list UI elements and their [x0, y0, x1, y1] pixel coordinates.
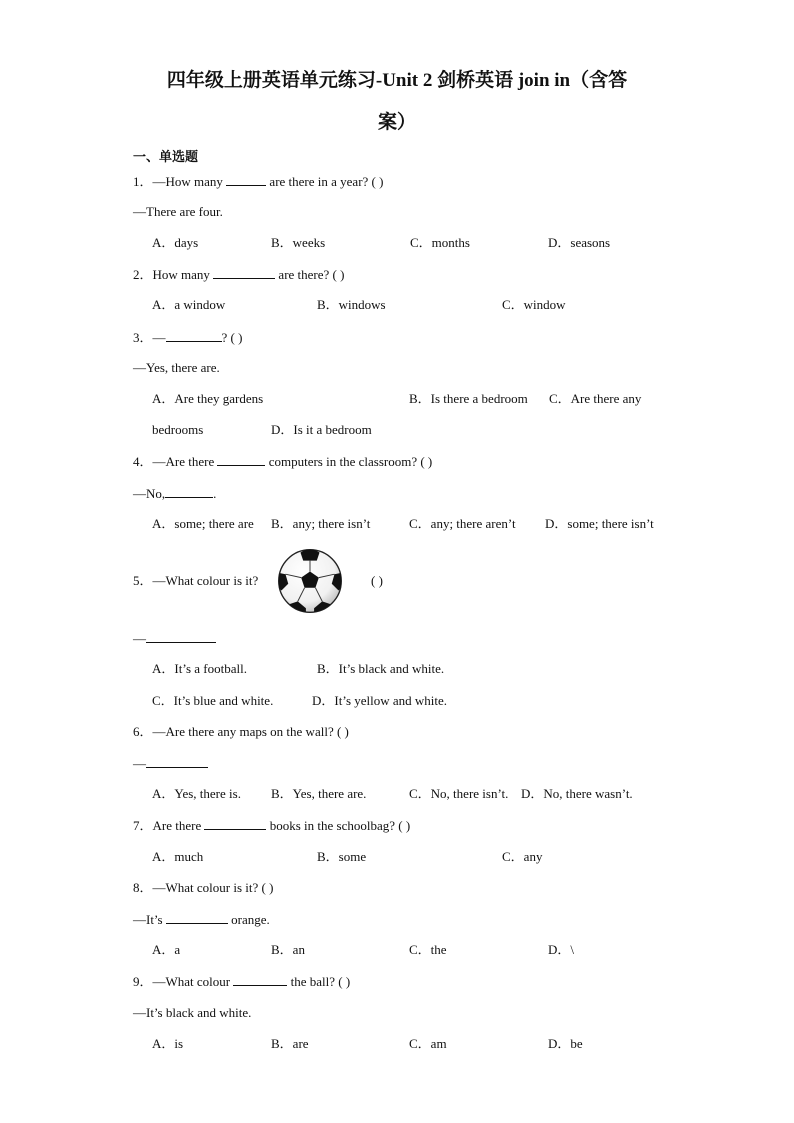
q5-option-a[interactable]: A．It’s a football.	[152, 661, 247, 676]
question-1-reply: —There are four.	[133, 204, 223, 219]
q1-option-b[interactable]: B．weeks	[271, 235, 326, 250]
question-4-reply: —No, .	[133, 486, 217, 501]
answer-blank	[146, 755, 208, 768]
question-8: 8．—What colour is it? ( )	[133, 880, 274, 895]
q1-option-d[interactable]: D．seasons	[548, 235, 611, 250]
answer-blank	[204, 817, 266, 830]
q3-option-b[interactable]: B．Is there a bedroom	[409, 391, 528, 406]
question-9: 9．—What colour the ball? ( )	[133, 974, 351, 989]
q4-option-a[interactable]: A．some; there are	[152, 516, 254, 531]
q5-option-c[interactable]: C．It’s blue and white.	[152, 693, 274, 708]
q1-option-c[interactable]: C．months	[410, 235, 470, 250]
question-5-paren: ( )	[371, 573, 383, 588]
question-6: 6．—Are there any maps on the wall? ( )	[133, 724, 349, 739]
question-5: 5．—What colour is it?	[133, 573, 259, 588]
question-4: 4．—Are there computers in the classroom? ( )	[133, 454, 433, 469]
section-heading: 一、单选题	[133, 149, 199, 164]
q6-option-c[interactable]: C．No, there isn’t.	[409, 786, 509, 801]
q7-option-c[interactable]: C．any	[502, 849, 543, 864]
q8-option-d[interactable]: D．\	[548, 942, 575, 957]
q7-option-a[interactable]: A．much	[152, 849, 204, 864]
question-8-reply: —It’s orange.	[133, 912, 270, 927]
question-7: 7．Are there books in the schoolbag? ( )	[133, 818, 411, 833]
page-title: 四年级上册英语单元练习-Unit 2 剑桥英语 join in（含答 案）	[166, 70, 628, 133]
question-9-reply: —It’s black and white.	[133, 1005, 252, 1020]
q9-option-a[interactable]: A．is	[152, 1036, 184, 1051]
q2-option-a[interactable]: A．a window	[152, 297, 226, 312]
q9-option-d[interactable]: D．be	[548, 1036, 583, 1051]
q4-option-d[interactable]: D．some; there isn’t	[545, 516, 654, 531]
q6-option-a[interactable]: A．Yes, there is.	[152, 786, 241, 801]
q8-option-a[interactable]: A．a	[152, 942, 181, 957]
q4-option-c[interactable]: C．any; there aren’t	[409, 516, 516, 531]
question-5-reply: —	[133, 630, 216, 647]
q3-option-d[interactable]: D．Is it a bedroom	[271, 422, 372, 437]
q2-option-b[interactable]: B．windows	[317, 297, 386, 312]
question-3: 3．— ? ( )	[133, 330, 243, 345]
q8-option-c[interactable]: C．the	[409, 942, 447, 957]
question-1: 1．—How many are there in a year? ( )	[133, 174, 384, 189]
answer-blank	[166, 911, 228, 924]
answer-blank	[226, 173, 266, 186]
q6-option-b[interactable]: B．Yes, there are.	[271, 786, 367, 801]
q1-option-a[interactable]: A．days	[152, 235, 199, 250]
answer-blank	[217, 453, 265, 466]
q9-option-b[interactable]: B．are	[271, 1036, 309, 1051]
q3-option-a[interactable]: A．Are they gardens	[152, 391, 264, 406]
answer-blank	[146, 630, 216, 643]
football-image	[276, 547, 344, 615]
answer-blank	[213, 266, 275, 279]
question-3-reply: —Yes, there are.	[133, 360, 220, 375]
q3-option-c[interactable]: C．Are there any	[549, 391, 642, 406]
q5-option-d[interactable]: D．It’s yellow and white.	[312, 693, 448, 708]
answer-blank	[233, 973, 287, 986]
q5-option-b[interactable]: B．It’s black and white.	[317, 661, 445, 676]
q7-option-b[interactable]: B．some	[317, 849, 367, 864]
q3-option-c-continued[interactable]: bedrooms	[152, 422, 204, 437]
question-2: 2．How many are there? ( )	[133, 267, 345, 282]
answer-blank	[166, 329, 222, 342]
q9-option-c[interactable]: C．am	[409, 1036, 447, 1051]
question-6-reply: —	[133, 755, 208, 772]
answer-blank	[165, 485, 213, 498]
q2-option-c[interactable]: C．window	[502, 297, 566, 312]
q4-option-b[interactable]: B．any; there isn’t	[271, 516, 371, 531]
q6-option-d[interactable]: D．No, there wasn’t.	[521, 786, 633, 801]
q8-option-b[interactable]: B．an	[271, 942, 305, 957]
